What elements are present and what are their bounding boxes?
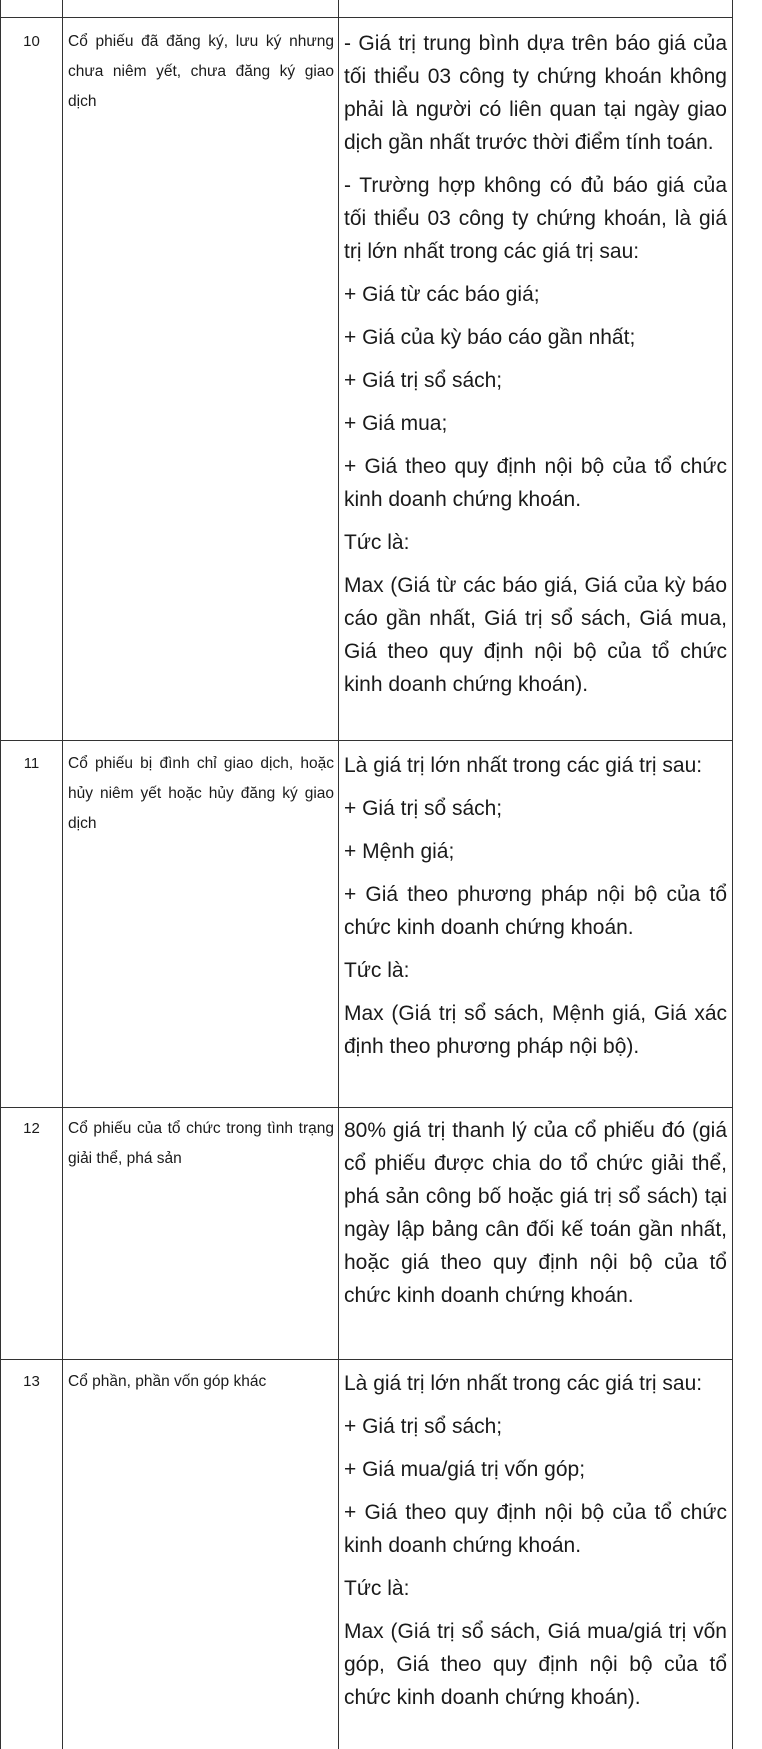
method-paragraph: Là giá trị lớn nhất trong các giá trị sau: — [344, 1372, 703, 1395]
method-paragraph: + Giá theo quy định nội bộ của tổ chức kinh doanh chứng khoán. — [344, 1501, 727, 1557]
row-number: 10 — [23, 33, 40, 50]
method-paragraph: + Giá trị sổ sách; — [344, 797, 503, 820]
asset-type: Cổ phiếu đã đăng ký, lưu ký nhưng chưa niêm yết, chưa đăng ký giao dịch — [68, 33, 334, 110]
row-number: 11 — [23, 755, 40, 772]
method-paragraph: + Giá theo quy định nội bộ của tổ chức kinh doanh chứng khoán. — [344, 455, 727, 511]
method-paragraph: + Mệnh giá; — [344, 840, 455, 863]
method-paragraph: + Giá của kỳ báo cáo gần nhất; — [344, 326, 636, 349]
asset-type: Cổ phần, phần vốn góp khác — [68, 1373, 267, 1390]
method-paragraph: Tức là: — [344, 959, 410, 982]
method-paragraph: 80% giá trị thanh lý của cổ phiếu đó (giá cổ phiếu được chia do tổ chức giải thể, phá sản công bố hoặc giá trị sổ sách) tại ngày lập bảng cân đối kế toán gần nhất, hoặc giá theo quy định nội bộ của tổ chức kinh doanh chứng khoán. — [344, 1119, 727, 1307]
method-paragraph: Là giá trị lớn nhất trong các giá trị sau: — [344, 754, 703, 777]
method-paragraph: + Giá từ các báo giá; — [344, 283, 540, 306]
row-divider — [1, 1107, 732, 1108]
valuation-method — [344, 1367, 727, 1714]
method-paragraph: Tức là: — [344, 1577, 410, 1600]
column-divider — [338, 0, 339, 1749]
method-paragraph: - Giá trị trung bình dựa trên báo giá của tối thiểu 03 công ty chứng khoán không phải là người có liên quan tại ngày giao dịch gần nhất trước thời điểm tính toán. — [344, 32, 727, 154]
row-divider — [1, 17, 732, 18]
asset-type: Cổ phiếu của tổ chức trong tình trạng giải thể, phá sản — [68, 1120, 334, 1167]
row-divider — [1, 1359, 732, 1360]
method-paragraph: Max (Giá trị sổ sách, Giá mua/giá trị vốn góp, Giá theo quy định nội bộ của tổ chức kinh doanh chứng khoán). — [344, 1620, 727, 1709]
row-divider — [1, 740, 732, 741]
valuation-method — [344, 749, 727, 1063]
method-paragraph: + Giá theo phương pháp nội bộ của tổ chức kinh doanh chứng khoán. — [344, 883, 727, 939]
row-number: 13 — [23, 1373, 40, 1390]
method-paragraph: + Giá trị sổ sách; — [344, 369, 503, 392]
method-paragraph: + Giá trị sổ sách; — [344, 1415, 503, 1438]
valuation-method — [344, 1114, 727, 1312]
row-number: 12 — [23, 1120, 40, 1137]
method-paragraph: Tức là: — [344, 531, 410, 554]
valuation-method — [344, 27, 727, 701]
asset-type: Cổ phiếu bị đình chỉ giao dịch, hoặc hủy niêm yết hoặc hủy đăng ký giao dịch — [68, 755, 334, 832]
column-divider — [62, 0, 63, 1749]
method-paragraph: + Giá mua/giá trị vốn góp; — [344, 1458, 586, 1481]
method-paragraph: + Giá mua; — [344, 412, 448, 435]
method-paragraph: Max (Giá trị sổ sách, Mệnh giá, Giá xác định theo phương pháp nội bộ). — [344, 1002, 727, 1058]
method-paragraph: Max (Giá từ các báo giá, Giá của kỳ báo cáo gần nhất, Giá trị sổ sách, Giá mua, Giá theo quy định nội bộ của tổ chức kinh doanh chứng khoán). — [344, 574, 727, 696]
method-paragraph: - Trường hợp không có đủ báo giá của tối thiểu 03 công ty chứng khoán, là giá trị lớn nhất trong các giá trị sau: — [344, 174, 727, 263]
